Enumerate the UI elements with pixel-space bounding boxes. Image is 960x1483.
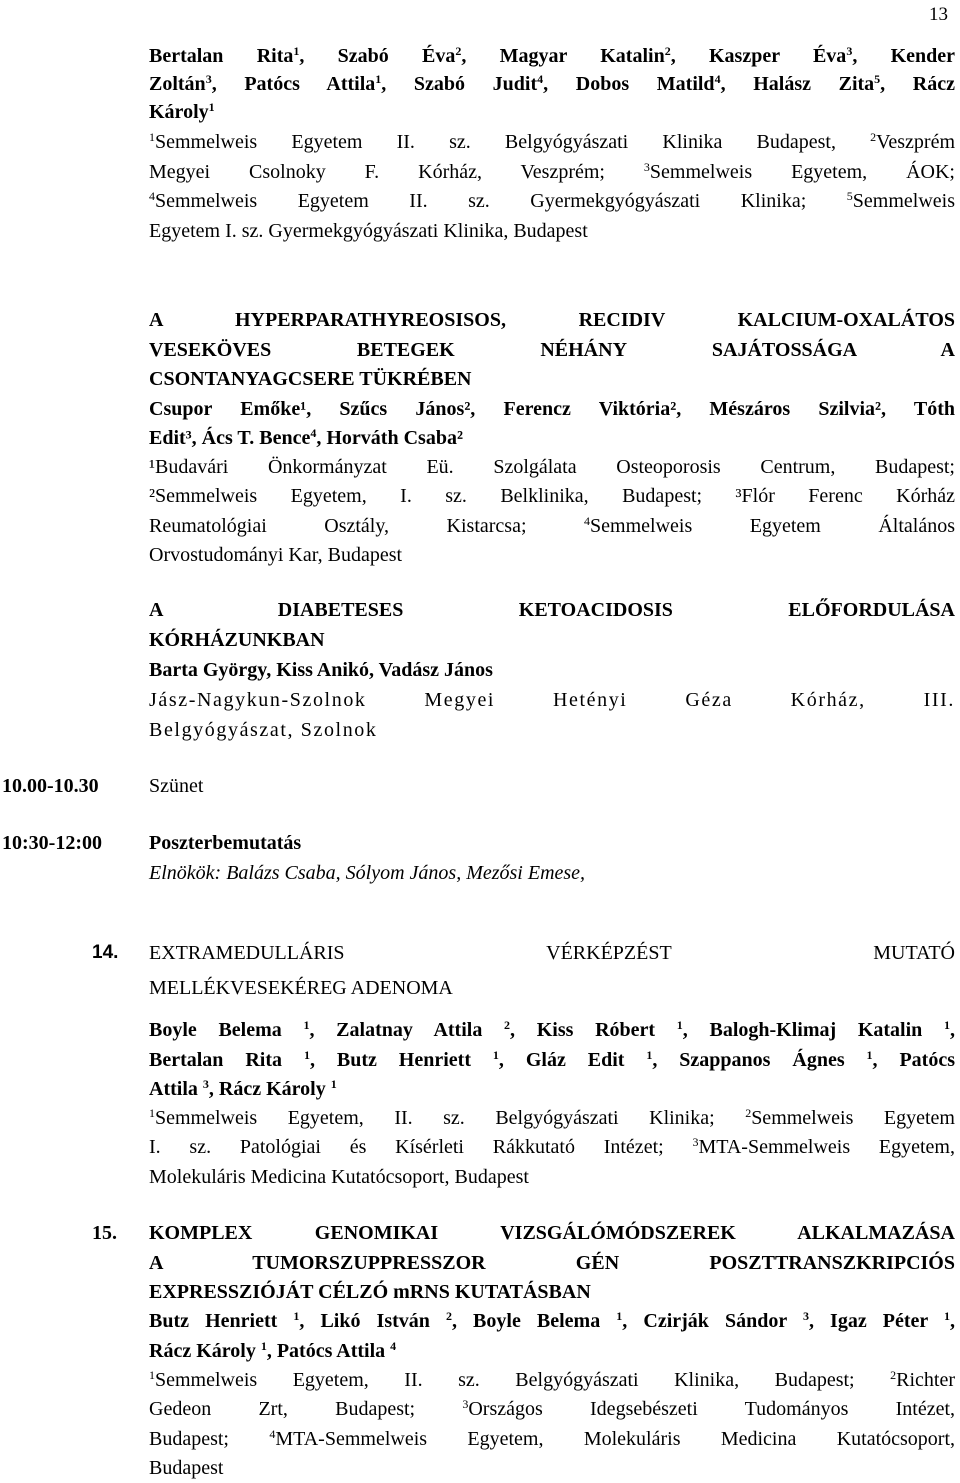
text-line — [149, 305, 955, 335]
affiliation-superscript: 1 — [149, 130, 155, 144]
text-line — [149, 423, 955, 453]
text-segment: Jász-Nagykun-Szolnok Megyei Hetényi Géza Kórház, III. — [149, 689, 955, 711]
text-line — [149, 1045, 955, 1075]
text-segment: Országos Idegsebészeti Tudományos Intézet, — [468, 1398, 955, 1421]
affiliation-superscript: 3 — [692, 1135, 699, 1150]
text-segment: Veszprém — [876, 131, 955, 153]
text-segment: Budapest — [149, 1456, 224, 1479]
affiliation-superscript: 3 — [643, 159, 650, 174]
text-segment: Semmelweis Egyetem II. sz. Belgyógyászati Klinika Budapest, — [155, 131, 871, 153]
text-segment: Semmelweis Egyetem, ÁOK; — [649, 160, 955, 183]
text-segment: Richter — [896, 1369, 955, 1391]
text-line — [149, 1394, 955, 1424]
text-segment: , — [950, 1310, 955, 1332]
affiliation-superscript: 1 — [944, 1309, 951, 1323]
affiliation-superscript: 4 — [714, 72, 721, 86]
session-chairs: Elnökök: Balázs Csaba, Sólyom János, Mezősi Emese, — [149, 862, 586, 884]
text-segment: , Kaszper Éva — [670, 45, 847, 67]
text-segment: Gedeon Zrt, Budapest; — [149, 1398, 463, 1421]
affiliation-superscript: 1 — [866, 1047, 873, 1062]
text-segment: Semmelweis — [852, 190, 955, 212]
session-time: 10.00-10.30 — [2, 775, 99, 797]
session-label: Poszterbemutatás — [149, 832, 302, 854]
affiliation-superscript: 4 — [269, 1426, 276, 1441]
text-segment: , Rácz Károly — [208, 1078, 331, 1100]
affiliation-superscript: 1 — [293, 44, 300, 58]
text-line — [149, 1103, 955, 1133]
text-line — [149, 1132, 955, 1162]
text-segment: , Butz Henriett — [309, 1048, 493, 1071]
text-line — [149, 1306, 955, 1336]
text-segment: , Boyle Belema — [451, 1310, 617, 1332]
text-line — [149, 938, 955, 968]
affiliation-superscript: 1 — [149, 1106, 155, 1120]
text-line — [149, 1248, 955, 1278]
affiliation-superscript: 4 — [390, 1338, 397, 1353]
session-time: 10:30-12:00 — [2, 832, 102, 854]
text-segment: , Halász Zita — [720, 73, 875, 95]
text-segment: KÓRHÁZUNKBAN — [149, 629, 325, 651]
text-line — [149, 335, 955, 365]
affiliation-superscript: 1 — [676, 1018, 683, 1032]
text-line — [149, 1015, 955, 1045]
text-segment: Budapest; — [149, 1427, 270, 1450]
affiliation-superscript: 1 — [208, 100, 215, 114]
text-line — [149, 186, 955, 216]
text-segment: MTA-Semmelweis Egyetem, Molekuláris Medicina Kutatócsoport, — [275, 1427, 955, 1450]
text-segment: Semmelweis Egyetem, II. sz. Belgyógyászati Klinika; — [155, 1107, 746, 1129]
text-segment: , Szabó Éva — [299, 45, 456, 67]
text-segment: , Likó István — [299, 1310, 446, 1332]
text-segment: Semmelweis Egyetem Általános — [590, 514, 955, 537]
text-line — [149, 625, 955, 655]
affiliation-superscript: 3 — [202, 1077, 209, 1091]
text-segment: MELLÉKVESEKÉREG ADENOMA — [149, 977, 453, 999]
affiliation-superscript: 1 — [330, 1077, 337, 1091]
text-line — [149, 69, 955, 99]
text-line — [149, 97, 955, 127]
text-segment: ²Semmelweis Egyetem, I. sz. Belklinika, Budapest; ³Flór Ferenc Kórház — [149, 485, 955, 508]
text-segment: Rácz Károly — [149, 1339, 261, 1362]
affiliation-superscript: 1 — [944, 1018, 950, 1032]
affiliation-superscript: 4 — [537, 72, 544, 86]
text-segment: , Szabó Judit — [381, 73, 538, 95]
text-line — [149, 1218, 955, 1248]
affiliation-superscript: 1 — [492, 1047, 499, 1062]
text-line — [149, 452, 955, 482]
affiliation-superscript: 2 — [890, 1368, 897, 1382]
text-segment: ¹Budavári Önkormányzat Eü. Szolgálata Osteoporosis Centrum, Budapest; — [149, 456, 955, 478]
affiliation-superscript: 1 — [260, 1338, 267, 1353]
text-segment: , Czirják Sándor — [622, 1310, 803, 1332]
text-line — [149, 1365, 955, 1395]
text-segment: , Patócs — [872, 1048, 955, 1071]
affiliation-superscript: 2 — [664, 44, 671, 58]
text-line — [149, 1162, 955, 1192]
affiliation-superscript: 1 — [646, 1047, 653, 1062]
text-segment: , Rácz — [880, 73, 955, 95]
text-segment: EXTRAMEDULLÁRIS VÉRKÉPZÉST MUTATÓ — [149, 942, 955, 964]
text-segment: Belgyógyászat, Szolnok — [149, 718, 378, 741]
text-segment: A HYPERPARATHYREOSISOS, RECIDIV KALCIUM-OXALÁTOS — [149, 309, 955, 331]
text-segment: Csupor Emőke¹, Szűcs János², Ferencz Viktória², Mészáros Szilvia², Tóth — [149, 398, 955, 420]
text-line — [149, 715, 955, 745]
text-line — [149, 1424, 955, 1454]
text-segment: , Magyar Katalin — [461, 45, 665, 67]
affiliation-superscript: 4 — [149, 189, 155, 203]
text-segment: I. sz. Patológiai és Kísérleti Rákkutató Intézet; — [149, 1136, 693, 1159]
affiliation-superscript: 3 — [462, 1397, 469, 1412]
text-segment: KOMPLEX GENOMIKAI VIZSGÁLÓMÓDSZEREK ALKALMAZÁSA — [149, 1222, 955, 1244]
text-segment: , — [950, 1019, 955, 1041]
text-line — [149, 973, 955, 1003]
affiliation-superscript: 2 — [870, 130, 877, 144]
affiliation-superscript: 4 — [310, 426, 317, 440]
affiliation-superscript: 3 — [802, 1309, 809, 1323]
text-segment: , Szappanos Ágnes — [652, 1048, 867, 1071]
text-segment: , Igaz Péter — [808, 1310, 945, 1332]
text-segment: , Dobos Matild — [543, 73, 715, 95]
affiliation-superscript: 4 — [584, 513, 591, 528]
text-segment: Edit³, Ács T. Bence — [149, 427, 311, 449]
text-line — [149, 1336, 955, 1366]
text-segment: , Patócs Attila — [211, 73, 376, 95]
text-segment: CSONTANYAGCSERE TÜKRÉBEN — [149, 368, 472, 390]
text-line — [149, 655, 955, 685]
text-line — [149, 394, 955, 424]
text-segment: Semmelweis Egyetem — [751, 1107, 955, 1129]
affiliation-superscript: 1 — [303, 1018, 310, 1032]
text-segment: , Balogh-Klimaj Katalin — [682, 1019, 944, 1041]
affiliation-superscript: 1 — [616, 1309, 623, 1323]
text-segment: Egyetem I. sz. Gyermekgyógyászati Klinika, Budapest — [149, 219, 588, 242]
text-segment: MTA-Semmelweis Egyetem, — [698, 1136, 955, 1159]
affiliation-superscript: 2 — [504, 1018, 511, 1032]
text-segment: A DIABETESES KETOACIDOSIS ELŐFORDULÁSA — [149, 599, 955, 621]
text-line — [149, 1277, 955, 1307]
text-line — [149, 364, 955, 394]
text-line — [149, 127, 955, 157]
affiliation-superscript: 2 — [745, 1106, 752, 1120]
text-line — [149, 595, 955, 625]
text-segment: EXPRESSZIÓJÁT CÉLZÓ mRNS KUTATÁSBAN — [149, 1281, 591, 1303]
text-segment: , Patócs Attila — [266, 1339, 391, 1362]
text-line — [149, 157, 955, 187]
affiliation-superscript: 1 — [293, 1309, 300, 1323]
session-label: Szünet — [149, 775, 204, 797]
affiliation-superscript: 5 — [846, 189, 853, 203]
text-segment: Butz Henriett — [149, 1310, 294, 1332]
affiliation-superscript: 3 — [205, 72, 212, 86]
text-segment: , Gláz Edit — [498, 1048, 647, 1071]
affiliation-superscript: 3 — [846, 44, 853, 58]
affiliation-superscript: 2 — [455, 44, 462, 58]
text-line — [149, 1453, 955, 1483]
text-segment: Megyei Csolnoky F. Kórház, Veszprém; — [149, 160, 644, 183]
text-segment: Bertalan Rita — [149, 1048, 304, 1071]
abstract-number: 14. — [92, 942, 119, 963]
text-segment: Károly — [149, 101, 209, 123]
text-segment: A TUMORSZUPPRESSZOR GÉN POSZTTRANSZKRIPCIÓS — [149, 1251, 955, 1274]
page-number: 13 — [929, 4, 948, 25]
text-segment: , Horváth Csaba² — [316, 427, 463, 449]
text-line — [149, 216, 955, 246]
text-line — [149, 41, 955, 71]
text-line — [149, 481, 955, 511]
text-segment: , Kiss Róbert — [510, 1019, 677, 1041]
text-segment: Barta György, Kiss Anikó, Vadász János — [149, 659, 493, 681]
text-segment: Orvostudományi Kar, Budapest — [149, 543, 403, 566]
affiliation-superscript: 1 — [303, 1047, 310, 1062]
text-segment: Bertalan Rita — [149, 45, 294, 67]
text-segment: Attila — [149, 1078, 203, 1100]
text-segment: VESEKÖVES BETEGEK NÉHÁNY SAJÁTOSSÁGA A — [149, 338, 955, 361]
text-segment: Boyle Belema — [149, 1019, 304, 1041]
text-segment: Zoltán — [149, 73, 206, 95]
affiliation-superscript: 1 — [149, 1368, 155, 1382]
abstract-number: 15. — [92, 1222, 117, 1244]
text-line — [149, 511, 955, 541]
text-segment: Reumatológiai Osztály, Kistarcsa; — [149, 514, 585, 537]
text-segment: Semmelweis Egyetem II. sz. Gyermekgyógyászati Klinika; — [155, 190, 847, 212]
text-line — [149, 1074, 955, 1104]
affiliation-superscript: 1 — [375, 72, 382, 86]
affiliation-superscript: 5 — [874, 72, 881, 86]
text-segment: , Zalatnay Attila — [309, 1019, 505, 1041]
affiliation-superscript: 2 — [445, 1309, 452, 1323]
text-segment: , Kender — [852, 45, 955, 67]
text-line — [149, 685, 955, 715]
text-segment: Semmelweis Egyetem, II. sz. Belgyógyászati Klinika, Budapest; — [155, 1369, 891, 1391]
text-segment: Molekuláris Medicina Kutatócsoport, Budapest — [149, 1165, 529, 1188]
text-line — [149, 540, 955, 570]
